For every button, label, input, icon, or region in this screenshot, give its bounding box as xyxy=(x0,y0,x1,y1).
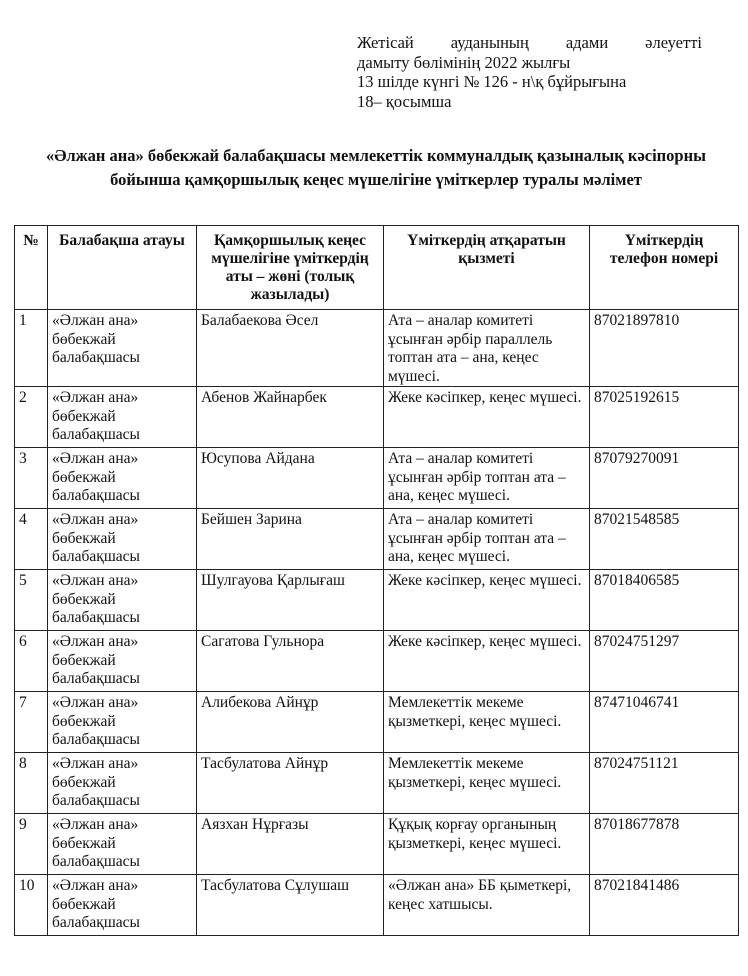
cell-number: 2 xyxy=(15,387,48,448)
cell-kindergarten: «Әлжан ана» бөбекжай балабақшасы xyxy=(48,814,197,875)
cell-phone: 87018677878 xyxy=(590,814,739,875)
order-reference-header xyxy=(357,33,702,111)
cell-phone: 87018406585 xyxy=(590,570,739,631)
table-row xyxy=(15,631,739,692)
column-header-candidate-name: Қамқоршылық кеңес мүшелігіне үміткердің аты – жөні (толық жазылады) xyxy=(197,226,384,310)
cell-kindergarten: «Әлжан ана» бөбекжай балабақшасы xyxy=(48,509,197,570)
cell-candidate-name: Балабаекова Әсел xyxy=(197,310,384,387)
cell-candidate-name: Абенов Жайнарбек xyxy=(197,387,384,448)
cell-position: «Әлжан ана» ББ қыметкері, кеңес хатшысы. xyxy=(384,875,590,936)
table-header-row xyxy=(15,226,739,310)
cell-position: Жеке кәсіпкер, кеңес мүшесі. xyxy=(384,631,590,692)
header-line: 13 шілде күнгі № 126 - н\қ бұйрығына xyxy=(357,72,627,91)
cell-position: Құқық корғау органының қызметкері, кеңес мүшесі. xyxy=(384,814,590,875)
table-row xyxy=(15,387,739,448)
cell-candidate-name: Тасбулатова Сұлушаш xyxy=(197,875,384,936)
cell-kindergarten: «Әлжан ана» бөбекжай балабақшасы xyxy=(48,875,197,936)
cell-phone: 87079270091 xyxy=(590,448,739,509)
cell-phone: 87024751297 xyxy=(590,631,739,692)
table-row xyxy=(15,814,739,875)
cell-phone: 87471046741 xyxy=(590,692,739,753)
cell-position: Жеке кәсіпкер, кеңес мүшесі. xyxy=(384,387,590,448)
cell-number: 3 xyxy=(15,448,48,509)
cell-phone: 87021841486 xyxy=(590,875,739,936)
cell-number: 6 xyxy=(15,631,48,692)
table-row xyxy=(15,692,739,753)
cell-candidate-name: Юсупова Айдана xyxy=(197,448,384,509)
header-line: дамыту бөлімінің 2022 жылғы xyxy=(357,52,571,72)
table-row xyxy=(15,875,739,936)
cell-position: Ата – аналар комитеті ұсынған әрбір топтан ата – ана, кеңес мүшесі. xyxy=(384,509,590,570)
cell-candidate-name: Сагатова Гульнора xyxy=(197,631,384,692)
column-header-position: Үміткердің атқаратын қызметі xyxy=(384,226,590,310)
table-row xyxy=(15,448,739,509)
cell-number: 7 xyxy=(15,692,48,753)
cell-kindergarten: «Әлжан ана» бөбекжай балабақшасы xyxy=(48,387,197,448)
cell-position: Мемлекеттік мекеме қызметкері, кеңес мүшесі. xyxy=(384,753,590,814)
document-title: «Әлжан ана» бөбекжай балабақшасы мемлекеттік коммуналдық қазыналық кәсіпорны бойынша қамқоршылық кеңес мүшелігіне үміткерлер туралы мәлімет xyxy=(45,146,706,189)
cell-number: 10 xyxy=(15,875,48,936)
cell-position: Жеке кәсіпкер, кеңес мүшесі. xyxy=(384,570,590,631)
cell-position: Ата – аналар комитеті ұсынған әрбір топтан ата – ана, кеңес мүшесі. xyxy=(384,448,590,509)
cell-phone: 87021897810 xyxy=(590,310,739,387)
cell-number: 9 xyxy=(15,814,48,875)
cell-kindergarten: «Әлжан ана» бөбекжай балабақшасы xyxy=(48,570,197,631)
cell-kindergarten: «Әлжан ана» бөбекжай балабақшасы xyxy=(48,692,197,753)
cell-number: 1 xyxy=(15,310,48,387)
cell-candidate-name: Шулгауова Қарлығаш xyxy=(197,570,384,631)
header-line: 18– қосымша xyxy=(357,91,452,111)
cell-phone: 87025192615 xyxy=(590,387,739,448)
table-row xyxy=(15,509,739,570)
column-header-phone: Үміткердің телефон номері xyxy=(590,226,739,310)
header-line: Жетісай ауданының адами әлеуетті xyxy=(357,33,702,52)
column-header-kindergarten: Балабақша атауы xyxy=(48,226,197,310)
cell-kindergarten: «Әлжан ана» бөбекжай балабақшасы xyxy=(48,631,197,692)
column-header-number: № xyxy=(15,226,48,310)
cell-kindergarten: «Әлжан ана» бөбекжай балабақшасы xyxy=(48,448,197,509)
cell-phone: 87024751121 xyxy=(590,753,739,814)
cell-kindergarten: «Әлжан ана» бөбекжай балабақшасы xyxy=(48,310,197,387)
cell-candidate-name: Бейшен Зарина xyxy=(197,509,384,570)
cell-candidate-name: Тасбулатова Айнұр xyxy=(197,753,384,814)
table-row xyxy=(15,310,739,387)
cell-position: Ата – аналар комитеті ұсынған әрбір параллель топтан ата – ана, кеңес мүшесі. xyxy=(384,310,590,387)
table-row xyxy=(15,570,739,631)
cell-number: 8 xyxy=(15,753,48,814)
cell-kindergarten: «Әлжан ана» бөбекжай балабақшасы xyxy=(48,753,197,814)
cell-candidate-name: Алибекова Айнұр xyxy=(197,692,384,753)
cell-number: 4 xyxy=(15,509,48,570)
candidates-table xyxy=(14,225,739,936)
cell-position: Мемлекеттік мекеме қызметкері, кеңес мүшесі. xyxy=(384,692,590,753)
cell-phone: 87021548585 xyxy=(590,509,739,570)
cell-candidate-name: Аязхан Нұрғазы xyxy=(197,814,384,875)
table-body xyxy=(15,310,739,936)
table-row xyxy=(15,753,739,814)
cell-number: 5 xyxy=(15,570,48,631)
